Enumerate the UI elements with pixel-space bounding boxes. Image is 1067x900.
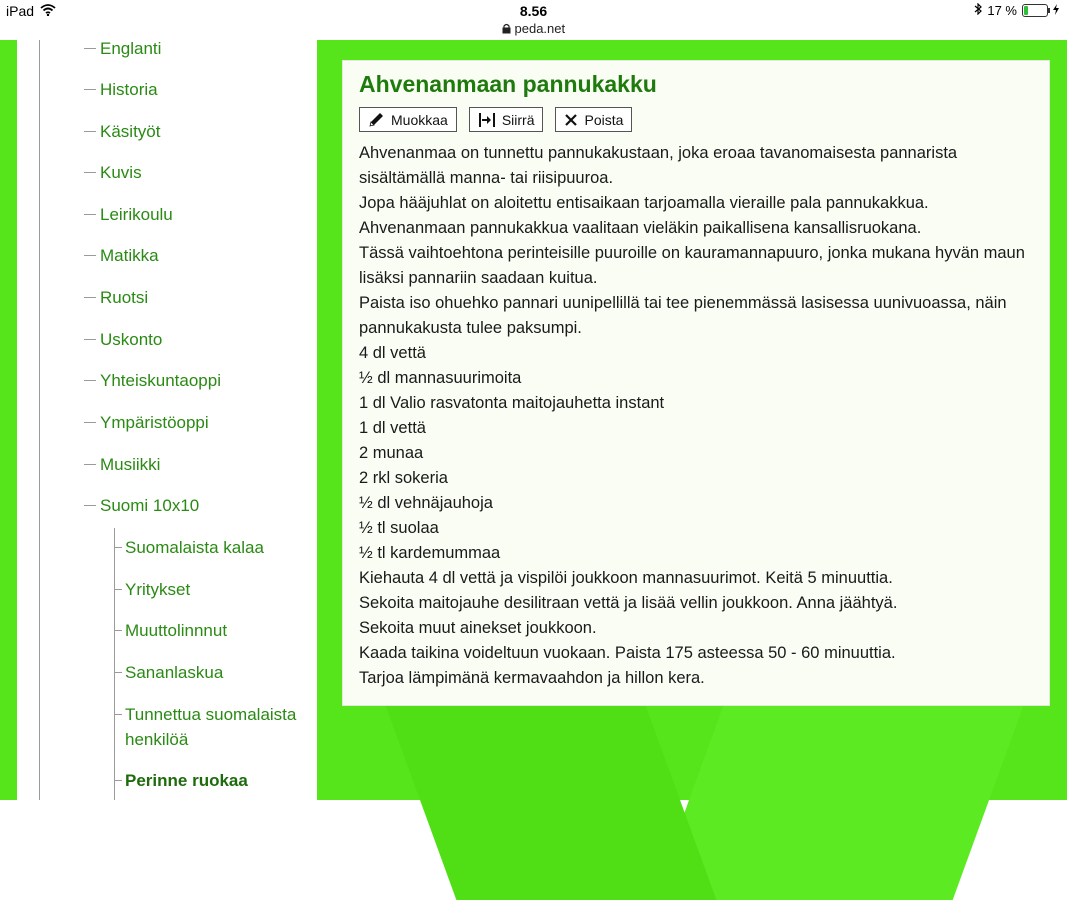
text-line: Jopa hääjuhlat on aloitettu entisaikaan tarjoamalla vieraille pala pannukakkua. (359, 194, 929, 212)
sidebar-item-leirikoulu[interactable]: Leirikoulu (100, 202, 173, 227)
move-icon (478, 112, 496, 128)
text-line: Tässä vaihtoehtona perinteisille puuroille on kauramannapuuro, jonka mukana hyvän maun (359, 244, 1025, 262)
ingredient-line: ½ tl kardemummaa (359, 544, 501, 562)
subtree-line (114, 528, 115, 800)
delete-button-label: Poista (584, 111, 624, 128)
ingredient-line: 2 munaa (359, 444, 424, 462)
address-bar[interactable] (0, 21, 1067, 36)
ingredient-line: ½ dl vehnäjauhoja (359, 494, 493, 512)
ingredient-line: 1 dl Valio rasvatonta maitojauhetta instant (359, 394, 665, 412)
battery-percent: 17 % (987, 3, 1017, 18)
url-text: peda.net (514, 21, 566, 36)
battery-fill (1024, 6, 1028, 15)
status-bar (0, 0, 1067, 40)
content-card (342, 60, 1050, 706)
bluetooth-icon (974, 3, 982, 18)
edit-toolbar (359, 107, 632, 132)
page-title: Ahvenanmaan pannukakku (359, 71, 657, 97)
text-line: Paista iso ohuehko pannari uunipellillä tai tee pienemmässä lasisessa uunivuoassa, näin (359, 294, 1007, 312)
sidebar-item-ymparistooppi[interactable]: Ympäristöoppi (100, 410, 209, 435)
edit-button-label: Muokkaa (391, 111, 448, 128)
sidebar-subitem-suomalaista-kalaa[interactable]: Suomalaista kalaa (125, 535, 264, 560)
clock: 8.56 (519, 3, 548, 19)
close-icon (564, 113, 578, 127)
text-line: Ahvenanmaa on tunnettu pannukakustaan, joka eroaa tavanomaisesta pannarista (359, 144, 958, 162)
text-line: pannukakusta tulee paksumpi. (359, 319, 582, 337)
sidebar-subitem-tunnettua-henkiloa[interactable]: Tunnettua suomalaista henkilöä (125, 702, 305, 752)
sidebar-item-yhteiskuntaoppi[interactable]: Yhteiskuntaoppi (100, 368, 221, 393)
sidebar-item-kasityot[interactable]: Käsityöt (100, 119, 160, 144)
sidebar-subitem-muuttolinnnut[interactable]: Muuttolinnnut (125, 618, 227, 643)
sidebar-subitem-perinne-ruokaa[interactable]: Perinne ruokaa (125, 768, 248, 793)
tree-line (39, 40, 40, 800)
sidebar-item-musiikki[interactable]: Musiikki (100, 452, 160, 477)
ingredient-line: ½ tl suolaa (359, 519, 439, 537)
sidebar-subitem-yritykset[interactable]: Yritykset (125, 577, 190, 602)
text-line: lisäksi pannariin saadaan kuitua. (359, 269, 598, 287)
ingredient-line: 4 dl vettä (359, 344, 426, 362)
delete-button[interactable] (555, 107, 632, 132)
sidebar-item-historia[interactable]: Historia (100, 77, 158, 102)
device-label: iPad (6, 3, 35, 19)
sidebar-subitem-sananlaskua[interactable]: Sananlaskua (125, 660, 223, 685)
lock-icon (502, 21, 515, 36)
instruction-line: Sekoita maitojauhe desilitraan vettä ja lisää vellin joukkoon. Anna jäähtyä. (359, 594, 898, 612)
charging-icon (1053, 3, 1059, 18)
recipe-text (359, 141, 1039, 691)
sidebar-item-kuvis[interactable]: Kuvis (100, 160, 142, 185)
sidebar-item-englanti[interactable]: Englanti (100, 40, 161, 61)
status-right (974, 3, 1059, 18)
sidebar-item-ruotsi[interactable]: Ruotsi (100, 285, 148, 310)
bg-decoration (384, 700, 717, 900)
ingredient-line: ½ dl mannasuurimoita (359, 369, 522, 387)
sidebar-item-suomi-10x10[interactable]: Suomi 10x10 (100, 493, 199, 518)
edit-button[interactable] (359, 107, 457, 132)
battery-icon (1022, 4, 1048, 17)
text-line: sisältämällä manna- tai riisipuuroa. (359, 169, 614, 187)
instruction-line: Kiehauta 4 dl vettä ja vispilöi joukkoon mannasuurimot. Keitä 5 minuuttia. (359, 569, 893, 587)
instruction-line: Sekoita muut ainekset joukkoon. (359, 619, 597, 637)
ingredient-line: 2 rkl sokeria (359, 469, 448, 487)
pencil-icon (368, 111, 385, 128)
ingredient-line: 1 dl vettä (359, 419, 426, 437)
move-button[interactable] (469, 107, 544, 132)
instruction-line: Kaada taikina voideltuun vuokaan. Paista 175 asteessa 50 - 60 minuuttia. (359, 644, 896, 662)
sidebar-item-uskonto[interactable]: Uskonto (100, 327, 162, 352)
sidebar-item-matikka[interactable]: Matikka (100, 243, 159, 268)
text-line: Ahvenanmaan pannukakkua vaalitaan vieläkin paikallisena kansallisruokana. (359, 219, 922, 237)
sidebar-nav (17, 40, 317, 800)
instruction-line: Tarjoa lämpimänä kermavaahdon ja hillon kera. (359, 669, 705, 687)
move-button-label: Siirrä (501, 111, 535, 128)
